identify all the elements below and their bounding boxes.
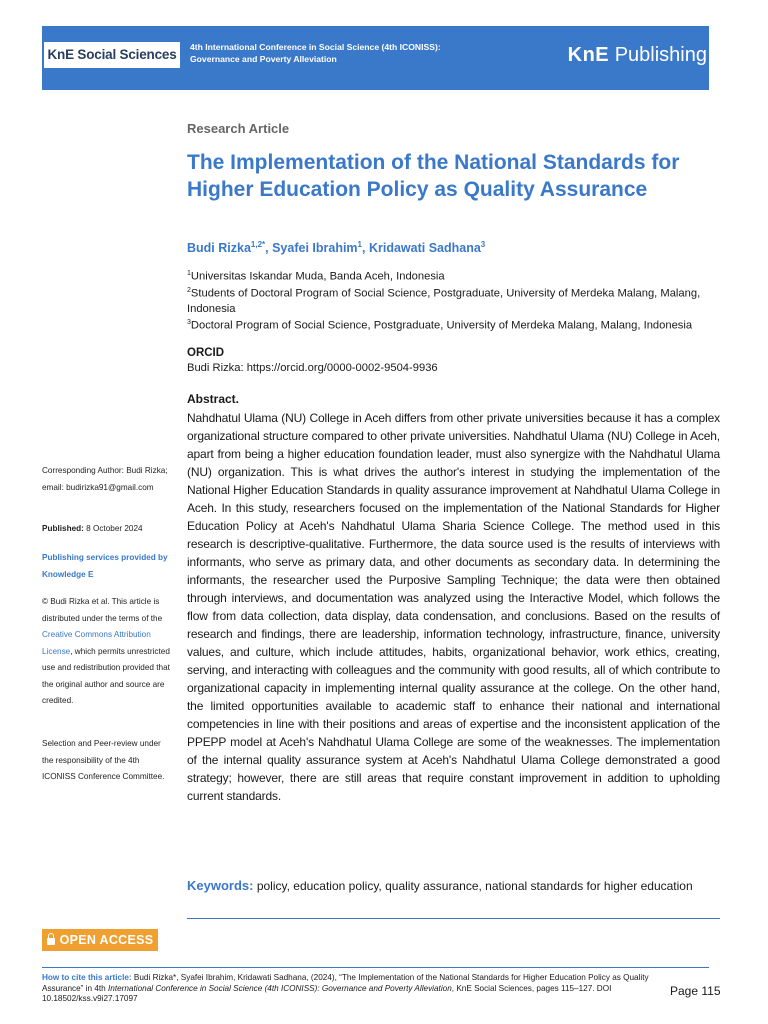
affiliation-text: Students of Doctoral Program of Social Science, Postgraduate, University of Merdeka Malang, Malang, Indonesia <box>187 288 701 315</box>
article-title: The Implementation of the National Standards for Higher Education Policy as Quality Assurance <box>187 151 680 201</box>
published-value: 8 October 2024 <box>86 524 143 533</box>
cite-conference: International Conference in Social Science (4th ICONISS): Governance and Poverty Alleviation <box>108 983 452 993</box>
published-label: Published: <box>42 524 84 533</box>
cite-text-end[interactable]: , KnE Social Sciences, pages 115–127. DOI 10.18502/kss.v9i27.17097 <box>42 983 612 1004</box>
footer-divider <box>42 967 709 968</box>
affiliation-sup: 1 <box>187 270 191 277</box>
author-sup: 3 <box>480 240 486 249</box>
orcid-heading: ORCID <box>187 347 225 359</box>
peer-review-note: Selection and Peer-review under the responsibility of the 4th ICONISS Conference Committee. <box>42 739 165 781</box>
license-link[interactable]: Creative Commons Attribution License <box>42 630 151 656</box>
page-number: Page 115 <box>670 984 721 998</box>
affiliation <box>187 316 720 333</box>
conference-line-2: Governance and Poverty Alleviation <box>190 54 337 64</box>
open-access-label: OPEN ACCESS <box>59 933 154 947</box>
conference-line-1: 4th International Conference in Social Science (4th ICONISS): <box>190 42 441 52</box>
affiliation <box>187 284 720 316</box>
cite-text: Budi Rizka*, Syafei Ibrahim, Kridawati Sadhana, (2024), “The Implementation of the National Standards for Higher Education Policy as Quality Assurance” in 4th <box>42 973 649 993</box>
abstract-text: Nahdhatul Ulama (NU) College in Aceh differs from other private universities because it has a complex organizational structure compared to other private universities. Nahdhatul Ulama (NU) College in Aceh, apart from being a higher education foundation leader, must also synergize with the Nahdhatul Ulama (NU) organization. This is what drives the author's interest in studying the implementation of the National Higher Education Standards in quality assurance improvement at Nahdhatul Ulama College in Aceh. In this study, researchers focused on the implementation of the National Standards for Higher Education Policy at Aceh's Nahdhatul Ulama Sharia Science College. The method used in this research is descriptive-qualitative. Furthermore, the data source used is the results of interviews with informants, who serve as primary data, and other documents as secondary data. In determining the informants, the researcher used the Purposive Sampling Technique; the data were then obtained through interviews, and documentation was analyzed using the Interactive Model, which follows the flow from data collection, data display, data condensation, and conclusions. Based on the results of research and findings, there are leadership, information technology, infrastructure, finance, university values, and culture, which include attitudes, habits, organizational behavior, work ethics, creating, serving, and interacting with colleagues and the community with good results, all of which contribute to organizational capacity in implementing internal quality assurance at the college. On the other hand, the limited opportunities available to academic staff to enhance their national and international competencies in line with their positions and areas of expertise and the inconsistent application of the PPEPP model at Aceh's Nahdhatul Ulama College are some of the weaknesses. The implementation of the internal quality assurance system at Aceh's Nahdhatul Ulama College demonstrated a good strategy; however, there are still areas that require constant improvement in addition to upholding current standards. <box>187 411 720 803</box>
author-sup: 1,2* <box>250 240 266 249</box>
publisher-brand: KnE <box>567 44 610 66</box>
journal-logo[interactable]: KnE Social Sciences <box>44 42 180 68</box>
keywords-divider <box>187 918 720 919</box>
keywords <box>187 877 720 895</box>
open-access-badge[interactable] <box>42 929 158 951</box>
copyright-text: © Budi Rizka et al. This article is distributed under the terms of the <box>42 597 163 623</box>
conference-name <box>190 41 520 65</box>
citation <box>42 973 662 1005</box>
author-name[interactable]: Kridawati Sadhana <box>368 241 481 256</box>
author-name[interactable]: Syafei Ibrahim <box>272 241 358 256</box>
publisher-logo[interactable] <box>568 42 707 68</box>
publisher-word: Publishing <box>614 44 707 66</box>
cite-label: How to cite this article: <box>42 973 132 982</box>
abstract-heading: Abstract. <box>187 392 240 406</box>
copyright-text-end: , which permits unrestricted use and redistribution provided that the original author and source are credited. <box>42 646 170 705</box>
author-sup: 1 <box>357 240 362 249</box>
publishing-services: Publishing services provided by Knowledge E <box>42 553 168 579</box>
corresponding-author: Corresponding Author: Budi Rizka; email: budirizka91@gmail.com <box>42 466 168 492</box>
author-list: Budi Rizka$^{1,2*}$, Syafei Ibrahim$^1$, Kridawati Sadhana$^3$ <box>187 240 486 256</box>
affiliation-text: Universitas Iskandar Muda, Banda Aceh, Indonesia <box>190 270 445 283</box>
orcid-entry[interactable]: Budi Rizka: https://orcid.org/0000-0002-9504-9936 <box>187 362 438 374</box>
published-date <box>42 521 174 538</box>
keywords-label: Keywords: <box>187 878 254 893</box>
affiliation-sup: 3 <box>187 319 191 327</box>
journal-header <box>42 26 709 90</box>
lock-icon <box>47 938 55 945</box>
article-type: Research Article <box>187 121 290 136</box>
affiliations <box>187 267 720 334</box>
affiliation-text: Doctoral Program of Social Science, Postgraduate, University of Merdeka Malang, Malang, Indonesia <box>190 319 693 332</box>
copyright-notice <box>42 594 174 710</box>
author-name[interactable]: Budi Rizka <box>187 241 251 256</box>
affiliation <box>187 267 720 284</box>
keywords-text: policy, education policy, quality assurance, national standards for higher education <box>256 879 693 893</box>
affiliation-sup: 2 <box>187 287 191 295</box>
